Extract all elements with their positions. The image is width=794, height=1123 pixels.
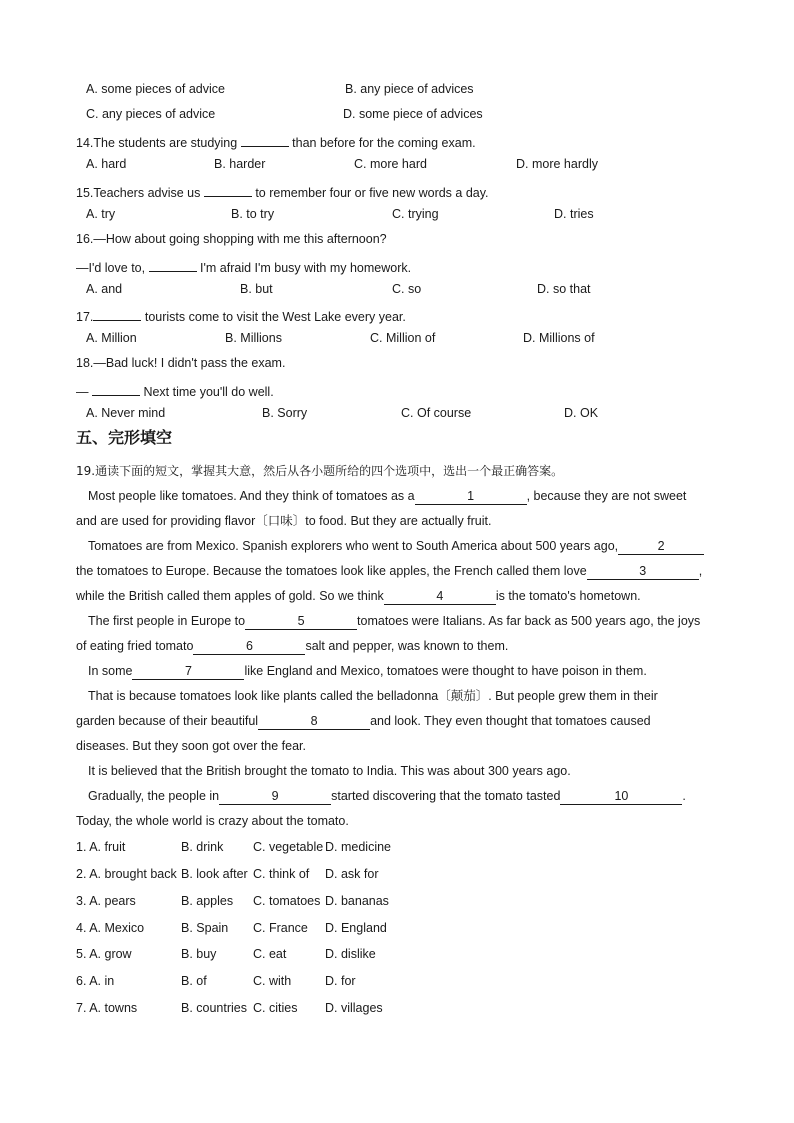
- cloze-option-2a: 2. A. brought back: [76, 867, 177, 881]
- cloze-blank-9: 9: [219, 789, 331, 805]
- cloze-text: and look. They even thought that tomatoes caused: [370, 714, 651, 728]
- q18-text-post: Next time you'll do well.: [139, 385, 274, 399]
- q18-blank: [92, 380, 140, 396]
- cloze-option-4a: 4. A. Mexico: [76, 921, 145, 935]
- cloze-blank-3: 3: [587, 564, 699, 580]
- cloze-option-1a: 1. A. fruit: [76, 840, 126, 854]
- q15-option-c: C. trying: [392, 207, 439, 221]
- cloze-text: .: [682, 789, 686, 803]
- q14-text-post: than before for the coming exam.: [288, 136, 476, 150]
- q14-option-b: B. harder: [214, 157, 266, 171]
- cloze-option-7c: C. cities: [253, 1001, 298, 1015]
- cloze-text: while the British called them apples of gold. So we think: [76, 589, 384, 603]
- cloze-option-4c: C. France: [253, 921, 308, 935]
- cloze-blank-5: 5: [245, 614, 357, 630]
- cloze-para3-line1: [88, 613, 700, 630]
- cloze-option-5a: 5. A. grow: [76, 947, 132, 961]
- cloze-option-4b: B. Spain: [181, 921, 229, 935]
- cloze-para6-line1: It is believed that the British brought the tomato to India. This was about 300 years ago.: [88, 764, 571, 778]
- cloze-blank-7: 7: [132, 664, 244, 680]
- q18-text-pre: —: [76, 385, 92, 399]
- q19-instruction: 19.通读下面的短文，掌握其大意，然后从各小题所给的四个选项中，选出一个最正确答案。: [76, 464, 564, 478]
- cloze-option-4d: D. England: [325, 921, 387, 935]
- cloze-text: Gradually, the people in: [88, 789, 220, 803]
- cloze-option-2d: D. ask for: [325, 867, 379, 881]
- q17-option-a: A. Million: [86, 331, 137, 345]
- cloze-text: like England and Mexico, tomatoes were thought to have poison in them.: [244, 664, 647, 678]
- cloze-text: tomatoes were Italians. As far back as 500 years ago, the joys: [357, 614, 701, 628]
- cloze-para2-line3: [76, 588, 641, 605]
- q15-option-a: A. try: [86, 207, 116, 221]
- cloze-option-1d: D. medicine: [325, 840, 391, 854]
- cloze-para1-line1: [88, 488, 686, 505]
- section-heading: 五、完形填空: [76, 428, 173, 447]
- cloze-blank-6: 6: [193, 639, 305, 655]
- cloze-para5-line3: diseases. But they soon got over the fear.: [76, 739, 307, 753]
- cloze-text: garden because of their beautiful: [76, 714, 259, 728]
- cloze-option-2c: C. think of: [253, 867, 310, 881]
- cloze-option-1c: C. vegetable: [253, 840, 324, 854]
- cloze-blank-10: 10: [560, 789, 682, 805]
- q17-option-d: D. Millions of: [523, 331, 595, 345]
- q16-option-b: B. but: [240, 282, 273, 296]
- q16-text-pre: —I'd love to,: [76, 261, 149, 275]
- cloze-option-1b: B. drink: [181, 840, 224, 854]
- cloze-para7-line1: [88, 788, 686, 805]
- q17-option-c: C. Million of: [370, 331, 436, 345]
- q15-question: [76, 181, 489, 201]
- cloze-option-3d: D. bananas: [325, 894, 389, 908]
- q14-blank: [241, 131, 289, 147]
- cloze-option-6c: C. with: [253, 974, 292, 988]
- q14-text-pre: 14.The students are studying: [76, 136, 241, 150]
- q15-text-post: to remember four or five new words a day.: [251, 186, 489, 200]
- cloze-blank-2: 2: [618, 539, 704, 555]
- q16-text-post: I'm afraid I'm busy with my homework.: [196, 261, 412, 275]
- q17-text-pre: 17.: [76, 310, 94, 324]
- cloze-option-3b: B. apples: [181, 894, 234, 908]
- q13-option-b: B. any piece of advices: [345, 82, 474, 96]
- q13-option-c: C. any pieces of advice: [86, 107, 216, 121]
- q15-blank: [204, 181, 252, 197]
- cloze-text: started discovering that the tomato tasted: [331, 789, 561, 803]
- cloze-text: Tomatoes are from Mexico. Spanish explorers who went to South America about 500 years ago,: [88, 539, 619, 553]
- q14-option-a: A. hard: [86, 157, 127, 171]
- cloze-text: of eating fried tomato: [76, 639, 194, 653]
- q14-option-d: D. more hardly: [516, 157, 598, 171]
- q17-question: [76, 305, 406, 325]
- q14-question: [76, 131, 476, 151]
- cloze-para4-line1: [88, 663, 647, 680]
- q18-option-d: D. OK: [564, 406, 599, 420]
- cloze-text: , because they are not sweet: [526, 489, 687, 503]
- q18-line1: 18.—Bad luck! I didn't pass the exam.: [76, 356, 286, 370]
- cloze-option-2b: B. look after: [181, 867, 248, 881]
- cloze-option-5b: B. buy: [181, 947, 217, 961]
- cloze-option-5d: D. dislike: [325, 947, 376, 961]
- q16-line2: [76, 256, 411, 276]
- cloze-blank-8: 8: [258, 714, 370, 730]
- q16-option-d: D. so that: [537, 282, 591, 296]
- cloze-para2-line2: [76, 563, 702, 580]
- q17-blank: [93, 305, 141, 321]
- cloze-option-3c: C. tomatoes: [253, 894, 321, 908]
- cloze-option-6b: B. of: [181, 974, 207, 988]
- cloze-text: The first people in Europe to: [88, 614, 246, 628]
- cloze-para7-line2: Today, the whole world is crazy about the tomato.: [76, 814, 349, 828]
- cloze-text: is the tomato's hometown.: [495, 589, 641, 603]
- q15-text-pre: 15.Teachers advise us: [76, 186, 204, 200]
- cloze-option-6d: D. for: [325, 974, 356, 988]
- cloze-para1-line2: and are used for providing flavor〔口味〕to food. But they are actually fruit.: [76, 514, 492, 528]
- q15-option-b: B. to try: [231, 207, 275, 221]
- q16-blank: [149, 256, 197, 272]
- q17-text-post: tourists come to visit the West Lake every year.: [141, 310, 406, 324]
- q18-option-c: C. Of course: [401, 406, 472, 420]
- cloze-text: salt and pepper, was known to them.: [305, 639, 509, 653]
- cloze-text: ,: [698, 564, 703, 578]
- cloze-para2-line1: [88, 538, 704, 555]
- q14-option-c: C. more hard: [354, 157, 427, 171]
- q13-option-d: D. some piece of advices: [343, 107, 483, 121]
- cloze-text: In some: [88, 664, 133, 678]
- q18-line2: [76, 380, 274, 400]
- cloze-para5-line1: That is because tomatoes look like plants called the belladonna〔颠茄〕. But people grew them in their: [88, 689, 658, 703]
- cloze-blank-4: 4: [384, 589, 496, 605]
- cloze-text: the tomatoes to Europe. Because the tomatoes look like apples, the French called them love: [76, 564, 587, 578]
- cloze-option-6a: 6. A. in: [76, 974, 115, 988]
- q18-option-b: B. Sorry: [262, 406, 308, 420]
- cloze-option-3a: 3. A. pears: [76, 894, 136, 908]
- cloze-option-7a: 7. A. towns: [76, 1001, 138, 1015]
- q16-option-a: A. and: [86, 282, 123, 296]
- cloze-option-7d: D. villages: [325, 1001, 383, 1015]
- q16-line1: 16.—How about going shopping with me this afternoon?: [76, 232, 387, 246]
- q16-option-c: C. so: [392, 282, 422, 296]
- cloze-blank-1: 1: [415, 489, 527, 505]
- cloze-para3-line2: [76, 638, 508, 655]
- cloze-option-5c: C. eat: [253, 947, 287, 961]
- q18-option-a: A. Never mind: [86, 406, 166, 420]
- cloze-text: Most people like tomatoes. And they think of tomatoes as a: [88, 489, 415, 503]
- q13-option-a: A. some pieces of advice: [86, 82, 225, 96]
- cloze-para5-line2: [76, 713, 651, 730]
- q17-option-b: B. Millions: [225, 331, 282, 345]
- cloze-option-7b: B. countries: [181, 1001, 248, 1015]
- q15-option-d: D. tries: [554, 207, 594, 221]
